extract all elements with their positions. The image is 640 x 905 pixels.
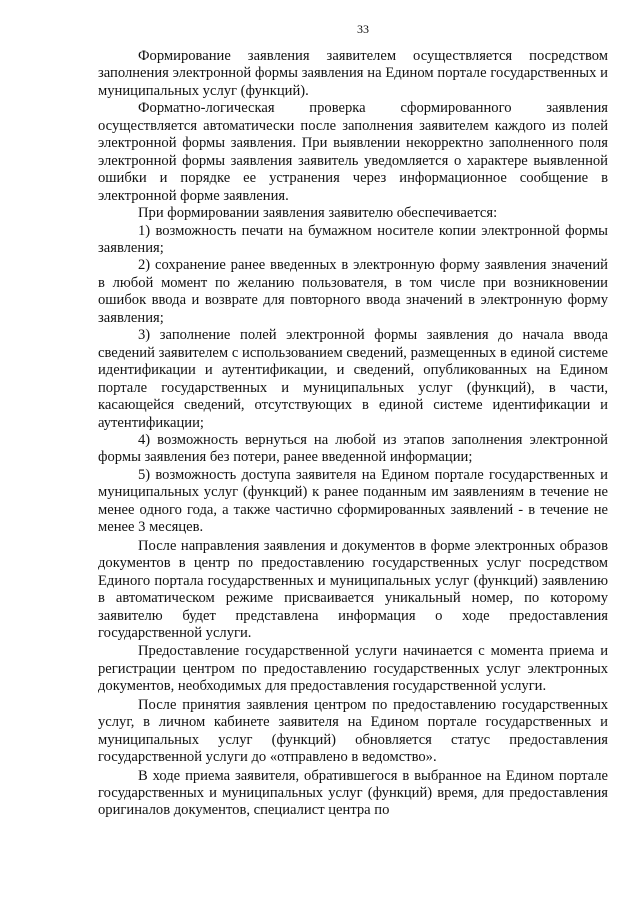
list-item-2: 2) сохранение ранее введенных в электронную форму заявления значений в любой момент по желанию пользователя, в том числе при возникновении ошибок ввода и возврате для повторного ввода значений в электронную форму заявления; [98, 257, 608, 326]
paragraph-reception: В ходе приема заявителя, обратившегося в выбранное на Едином портале государственных и муниципальных услуг (функций) время, для предоставления оригиналов документов, специалист центра по [98, 767, 608, 819]
body-text [98, 48, 608, 820]
list-item-1: 1) возможность печати на бумажном носителе копии электронной формы заявления; [98, 222, 608, 256]
paragraph-electronic-form: Формирование заявления заявителем осуществляется посредством заполнения электронной формы заявления на Едином портале государственных и муниципальных услуг (функций). [98, 48, 608, 99]
paragraph-provisions-intro: При формировании заявления заявителю обеспечивается: [138, 205, 498, 222]
list-item-4: 4) возможность вернуться на любой из этапов заполнения электронной формы заявления без потери, ранее введенной информации; [98, 431, 608, 466]
paragraph-format-check: Форматно-логическая проверка сформированного заявления осуществляется автоматически после заполнения заявителем каждого из полей электронной формы заявления. При выявлении некорректно заполненного поля электронной формы заявления заявитель уведомляется о характере выявленной ошибки и порядке ее устранения через информационное сообщение в электронной форме заявления. [98, 100, 608, 204]
paragraph-service-start: Предоставление государственной услуги начинается с момента приема и регистрации центром по предоставлению государственных услуг электронных документов, необходимых для предоставления государственной услуги. [98, 643, 608, 695]
list-item-3: 3) заполнение полей электронной формы заявления до начала ввода сведений заявителем с использованием сведений, размещенных в единой системе идентификации и аутентификации, и сведений, опубликованных на Едином портале государственных и муниципальных услуг (функций), в части, касающейся сведений, отсутствующих в единой системе идентификации и аутентификации; [98, 327, 608, 431]
paragraph-unique-number: После направления заявления и документов в форме электронных образов документов в центр по предоставлению государственных услуг посредством Единого портала государственных и муниципальных услуг (функций) заявлению в автоматическом режиме присваивается уникальный номер, по которому заявителю будет представлена информация о ходе предоставления государственной услуги. [98, 537, 608, 641]
page-number: 33 [357, 22, 369, 36]
list-item-5: 5) возможность доступа заявителя на Едином портале государственных и муниципальных услуг (функций) к ранее поданным им заявлениям в течение не менее одного года, а также частично сформированных заявлений - в течение не менее 3 месяцев. [98, 466, 608, 536]
paragraph-status-update: После принятия заявления центром по предоставлению государственных услуг, в личном кабинете заявителя на Едином портале государственных и муниципальных услуг (функций) обновляется статус предоставления государственной услуги до «отправлено в ведомство». [98, 696, 608, 766]
